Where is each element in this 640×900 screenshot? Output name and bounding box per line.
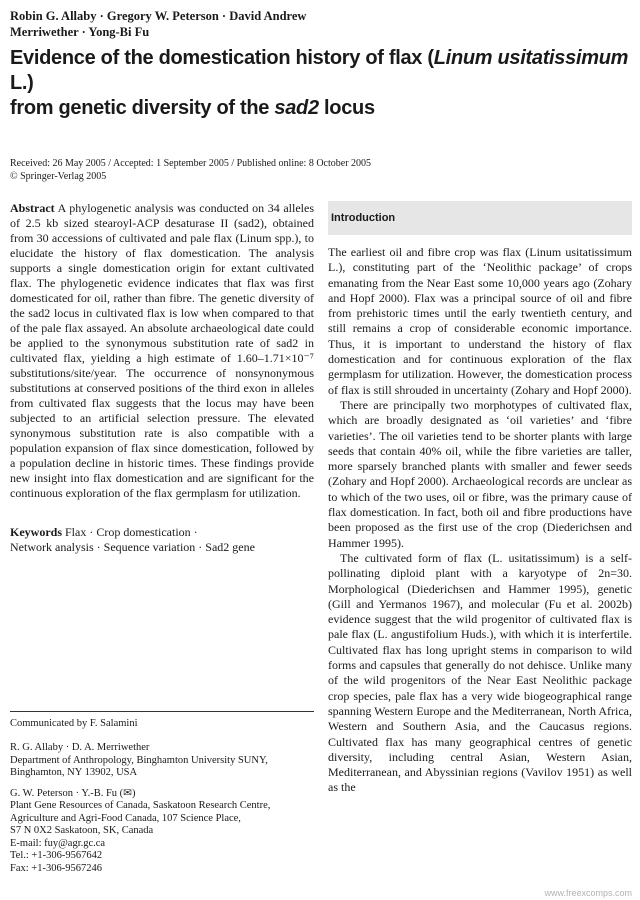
publication-dates	[10, 158, 510, 183]
title-part-2: L.)	[10, 72, 34, 94]
intro-paragraph-3: The cultivated form of flax (L. usitatissimum) is a self-pollinating diploid plant with a karyotype of 2n=30. Morphological (Diederichsen and Hammer 1995), genetic (Gill and Yermanos 1967), and molecular (Fu et al. 2002b) evidence suggest that the wild progenitor of cultivated flax is pale flax (L. angustifolium Huds.), with which it is interfertile. Cultivated flax has long upright stems in comparison to wild forms and capsules that generally do not dehisce. Unlike many of the wild progenitors of the Near East Neolithic package crop species, pale flax has a very wide biogeographical range spanning Western Europe and the Mediterranean, North Africa, Western and Southern Asia, and the Caucasus regions. Cultivated flax has many geographical centres of genetic diversity, including central Asian, Western Asian, Mediterranean, and Abyssinian regions (Vavilov 1951) as well as the	[328, 550, 632, 795]
left-column	[10, 201, 314, 555]
footnote-divider	[10, 711, 314, 712]
keywords-line-2: Network analysis · Sequence variation · Sad2 gene	[10, 540, 255, 554]
affiliation-anthropology: R. G. Allaby · D. A. Merriwether Department of Anthropology, Binghamton University SUNY, Binghamton, NY 13902, USA	[10, 742, 268, 778]
watermark: www.freexcomps.com	[544, 888, 632, 898]
abstract	[10, 201, 314, 501]
keywords-label: Keywords	[10, 525, 62, 539]
right-column	[328, 201, 632, 796]
title-gene: sad2	[274, 97, 319, 119]
copyright-line: © Springer-Verlag 2005	[10, 170, 107, 182]
intro-paragraph-2: There are principally two morphotypes of cultivated flax, which are broadly designated as ‘oil varieties’ and ‘fibre varieties’. The oil varieties tend to be shorter plants with large seeds that contain 40% oil, while the fibre varieties are taller, more sparsely branched plants with smaller and fewer seeds (Zohary and Hopf 2000). Archaeological records are unclear as to which of the two uses, oil or fibre, was the primary cause of flax domestication. In fact, both oil and fibre productions have been proposed as the first use of the crop (Diederichsen and Hammer 1995).	[328, 397, 632, 550]
title-line2-b: locus	[318, 97, 375, 119]
author-list	[10, 8, 620, 40]
keywords	[10, 525, 314, 555]
affiliation-plant-gene: G. W. Peterson · Y.-B. Fu (✉) Plant Gene Resources of Canada, Saskatoon Research Centre, Agriculture and Agri-Food Canada, 107 Science Place, S7 N 0X2 Saskatoon, SK, Canada E-mail: fuy@agr.gc.ca Tel.: +1-306-9567642 Fax: +1-306-9567246	[10, 787, 271, 874]
dates-line: Received: 26 May 2005 / Accepted: 1 September 2005 / Published online: 8 October 2005	[10, 158, 372, 169]
title-line2-a: from genetic diversity of the	[10, 97, 275, 119]
title-species: Linum usitatissimum	[433, 47, 629, 69]
affiliations	[10, 742, 314, 883]
article-title	[10, 46, 635, 121]
abstract-label: Abstract	[10, 201, 55, 215]
communicated-by: Communicated by F. Salamini	[10, 718, 138, 729]
introduction-heading: Introduction	[328, 201, 632, 235]
authors-line-2: Merriwether · Yong-Bi Fu	[10, 25, 150, 39]
abstract-text: A phylogenetic analysis was conducted on 34 alleles of 2.5 kb sized stearoyl-ACP desaturase II (sad2), obtained from 30 accessions of cultivated and pale flax (Linum spp.), to elucidate the history of flax domestication. The analysis supports a single domestication origin for extant cultivated flax. The phylogenetic evidence indicates that flax was first domesticated for oil, rather than fibre. The genetic diversity of the sad2 locus in cultivated flax is low when compared to that of the pale flax assayed. An absolute archaeological date could be applied to the synonymous substitution rate of sad2 in cultivated flax, yielding a high estimate of 1.60–1.71×10⁻⁷ substitutions/site/year. The occurrence of nonsynonymous substitutions at conserved positions of the third exon in alleles from cultivated flax suggests that the locus may have been subjected to an artificial selection pressure. The elevated synonymous substitution rate is also compatible with a population expansion of flax since domestication, followed by a population decline in historic times. These findings provide new insight into flax domestication and are significant for the continuous exploration of the flax germplasm for utilization.	[10, 201, 314, 500]
authors-line-1: Robin G. Allaby · Gregory W. Peterson · David Andrew	[10, 9, 307, 23]
intro-paragraph-1: The earliest oil and fibre crop was flax (Linum usitatissimum L.), constituting part of the ‘Neolithic package’ of crops emanating from the Near East some 10,000 years ago (Zohary and Hopf 2000). Flax was a principal source of oil and fibre from prehistoric times until the early twentieth century, and still remains a crop of considerable economic importance. Thus, it is important to understand the history of flax domestication and for continuous exploration of the flax germplasm for utilization. However, the domestication process of flax is still shrouded in uncertainty (Zohary and Hopf 2000).	[328, 245, 632, 397]
keywords-line-1: Flax · Crop domestication ·	[65, 525, 198, 539]
title-part-1: Evidence of the domestication history of flax (	[10, 47, 434, 69]
